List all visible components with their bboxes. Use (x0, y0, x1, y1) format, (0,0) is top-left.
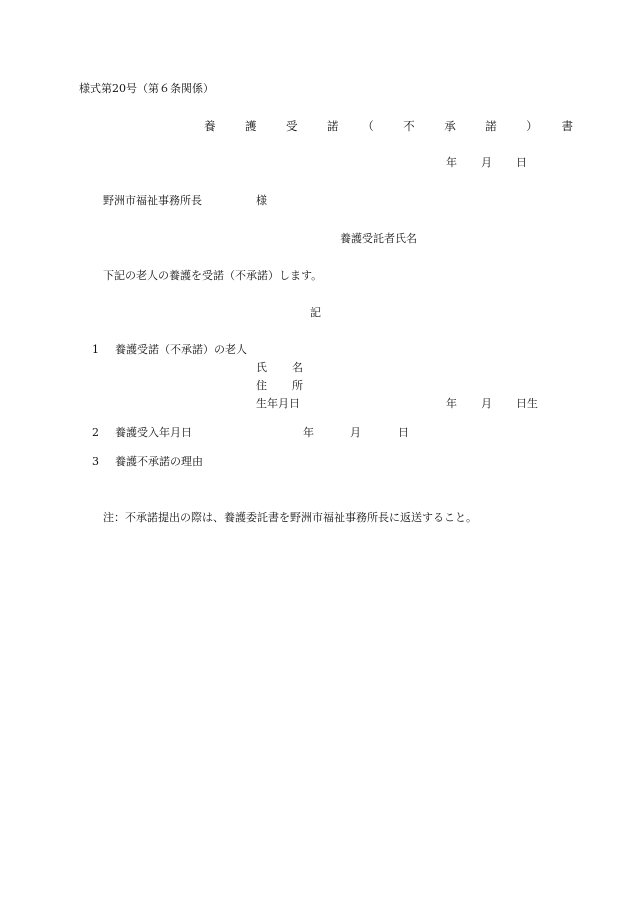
document-title: 養 護 受 諾 （ 不 承 諾 ） 書 (204, 119, 582, 133)
acceptor-name-label: 養護受託者氏名 (340, 232, 417, 245)
note: 注：不承諾提出の際は、養護委託書を野洲市福祉事務所長に返送すること。 (103, 511, 477, 524)
item1-address-label-2: 所 (292, 379, 303, 392)
statement: 下記の老人の養護を受諾（不承諾）します。 (103, 269, 323, 282)
item2-month: 月 (350, 426, 361, 439)
item2-day: 日 (398, 426, 409, 439)
date-day-label: 日 (516, 156, 527, 169)
date-month-label: 月 (481, 156, 492, 169)
item1-label: 養護受諾（不承諾）の老人 (115, 343, 247, 356)
item1-birth-year: 年 (446, 397, 457, 410)
item3-number: 3 (92, 455, 99, 468)
addressee-honorific: 様 (256, 194, 267, 207)
item2-number: 2 (92, 426, 99, 439)
form-number: 様式第20号（第６条関係） (79, 82, 214, 95)
ki-heading: 記 (310, 306, 321, 319)
item1-address-label-1: 住 (256, 379, 267, 392)
addressee-name: 野洲市福祉事務所長 (103, 194, 202, 207)
item1-name-label-1: 氏 (256, 361, 267, 374)
item1-birth-day: 日生 (516, 397, 538, 410)
item1-birth-month: 月 (481, 397, 492, 410)
item1-name-label-2: 名 (292, 361, 303, 374)
item2-label: 養護受入年月日 (115, 426, 192, 439)
item1-number: 1 (92, 343, 99, 356)
item3-label: 養護不承諾の理由 (115, 455, 203, 468)
item1-birth-label: 生年月日 (256, 397, 300, 410)
date-year-label: 年 (446, 156, 457, 169)
item2-year: 年 (303, 426, 314, 439)
